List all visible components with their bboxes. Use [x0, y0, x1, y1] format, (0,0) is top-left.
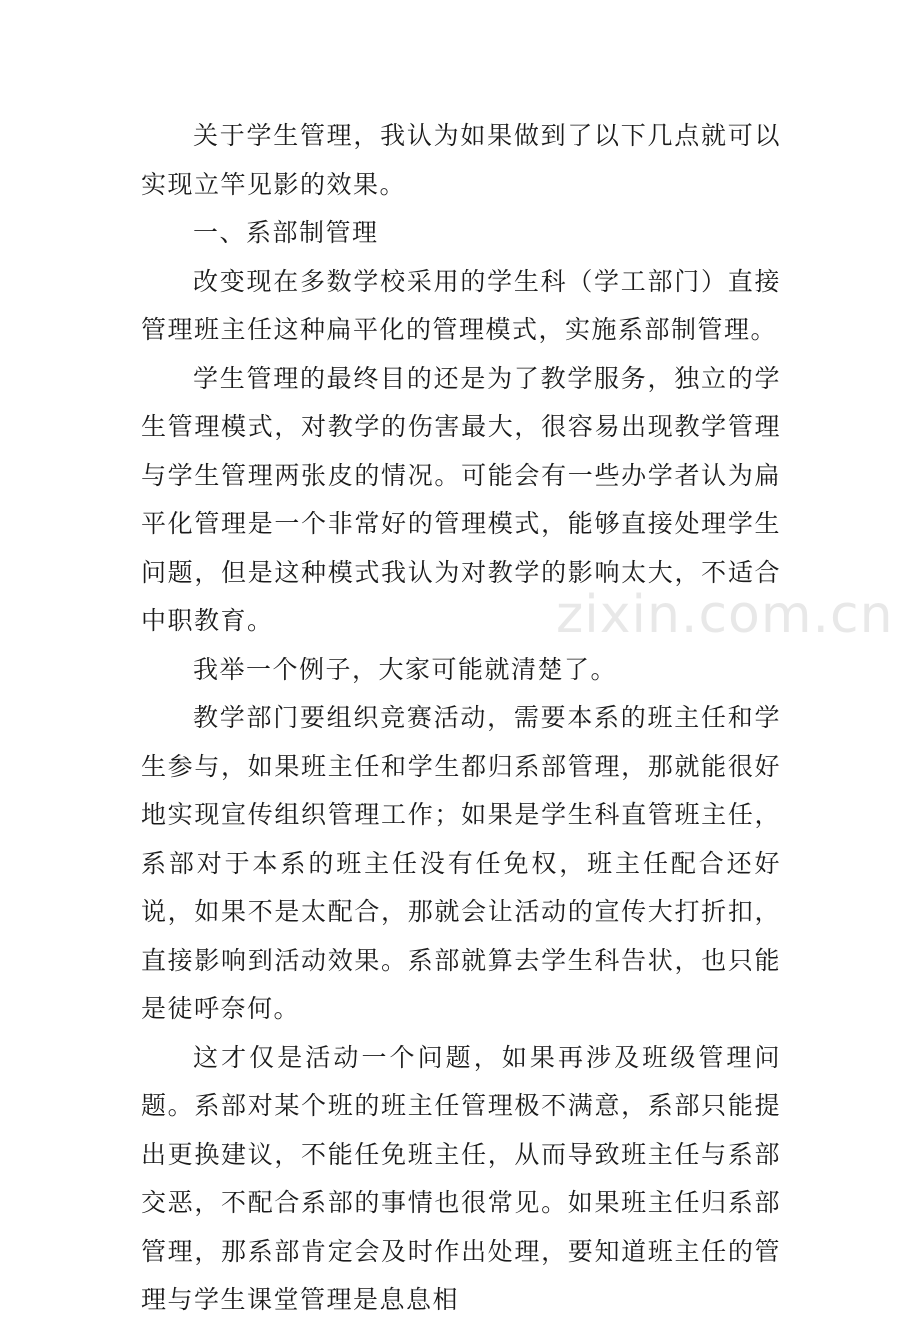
watermark: zixin.com.cn	[556, 585, 894, 645]
paragraph: 学生管理的最终目的还是为了教学服务，独立的学生管理模式，对教学的伤害最大，很容易出现教学管理与学生管理两张皮的情况。可能会有一些办学者认为扁平化管理是一个非常好的管理模式，能够直接处理学生问题，但是这种模式我认为对教学的影响太大，不适合中职教育。	[141, 363, 781, 635]
paragraph: 这才仅是活动一个问题，如果再涉及班级管理问题。系部对某个班的班主任管理极不满意，系部只能提出更换建议，不能任免班主任，从而导致班主任与系部交恶，不配合系部的事情也很常见。如果班主任归系部管理，那系部肯定会及时作出处理，要知道班主任的管理与学生课堂管理是息息相	[141, 1042, 781, 1314]
document-body	[141, 112, 781, 1325]
paragraph-intro: 关于学生管理，我认为如果做到了以下几点就可以实现立竿见影的效果。	[141, 121, 781, 199]
paragraph: 教学部门要组织竞赛活动，需要本系的班主任和学生参与，如果班主任和学生都归系部管理，那就能很好地实现宣传组织管理工作；如果是学生科直管班主任，系部对于本系的班主任没有任免权，班主任配合还好说，如果不是太配合，那就会让活动的宣传大打折扣，直接影响到活动效果。系部就算去学生科告状，也只能是徒呼奈何。	[141, 703, 781, 1023]
paragraph: 我举一个例子，大家可能就清楚了。	[193, 654, 618, 684]
paragraph: 改变现在多数学校采用的学生科（学工部门）直接管理班主任这种扁平化的管理模式，实施系部制管理。	[141, 266, 781, 344]
section-heading: 一、系部制管理	[193, 218, 379, 247]
